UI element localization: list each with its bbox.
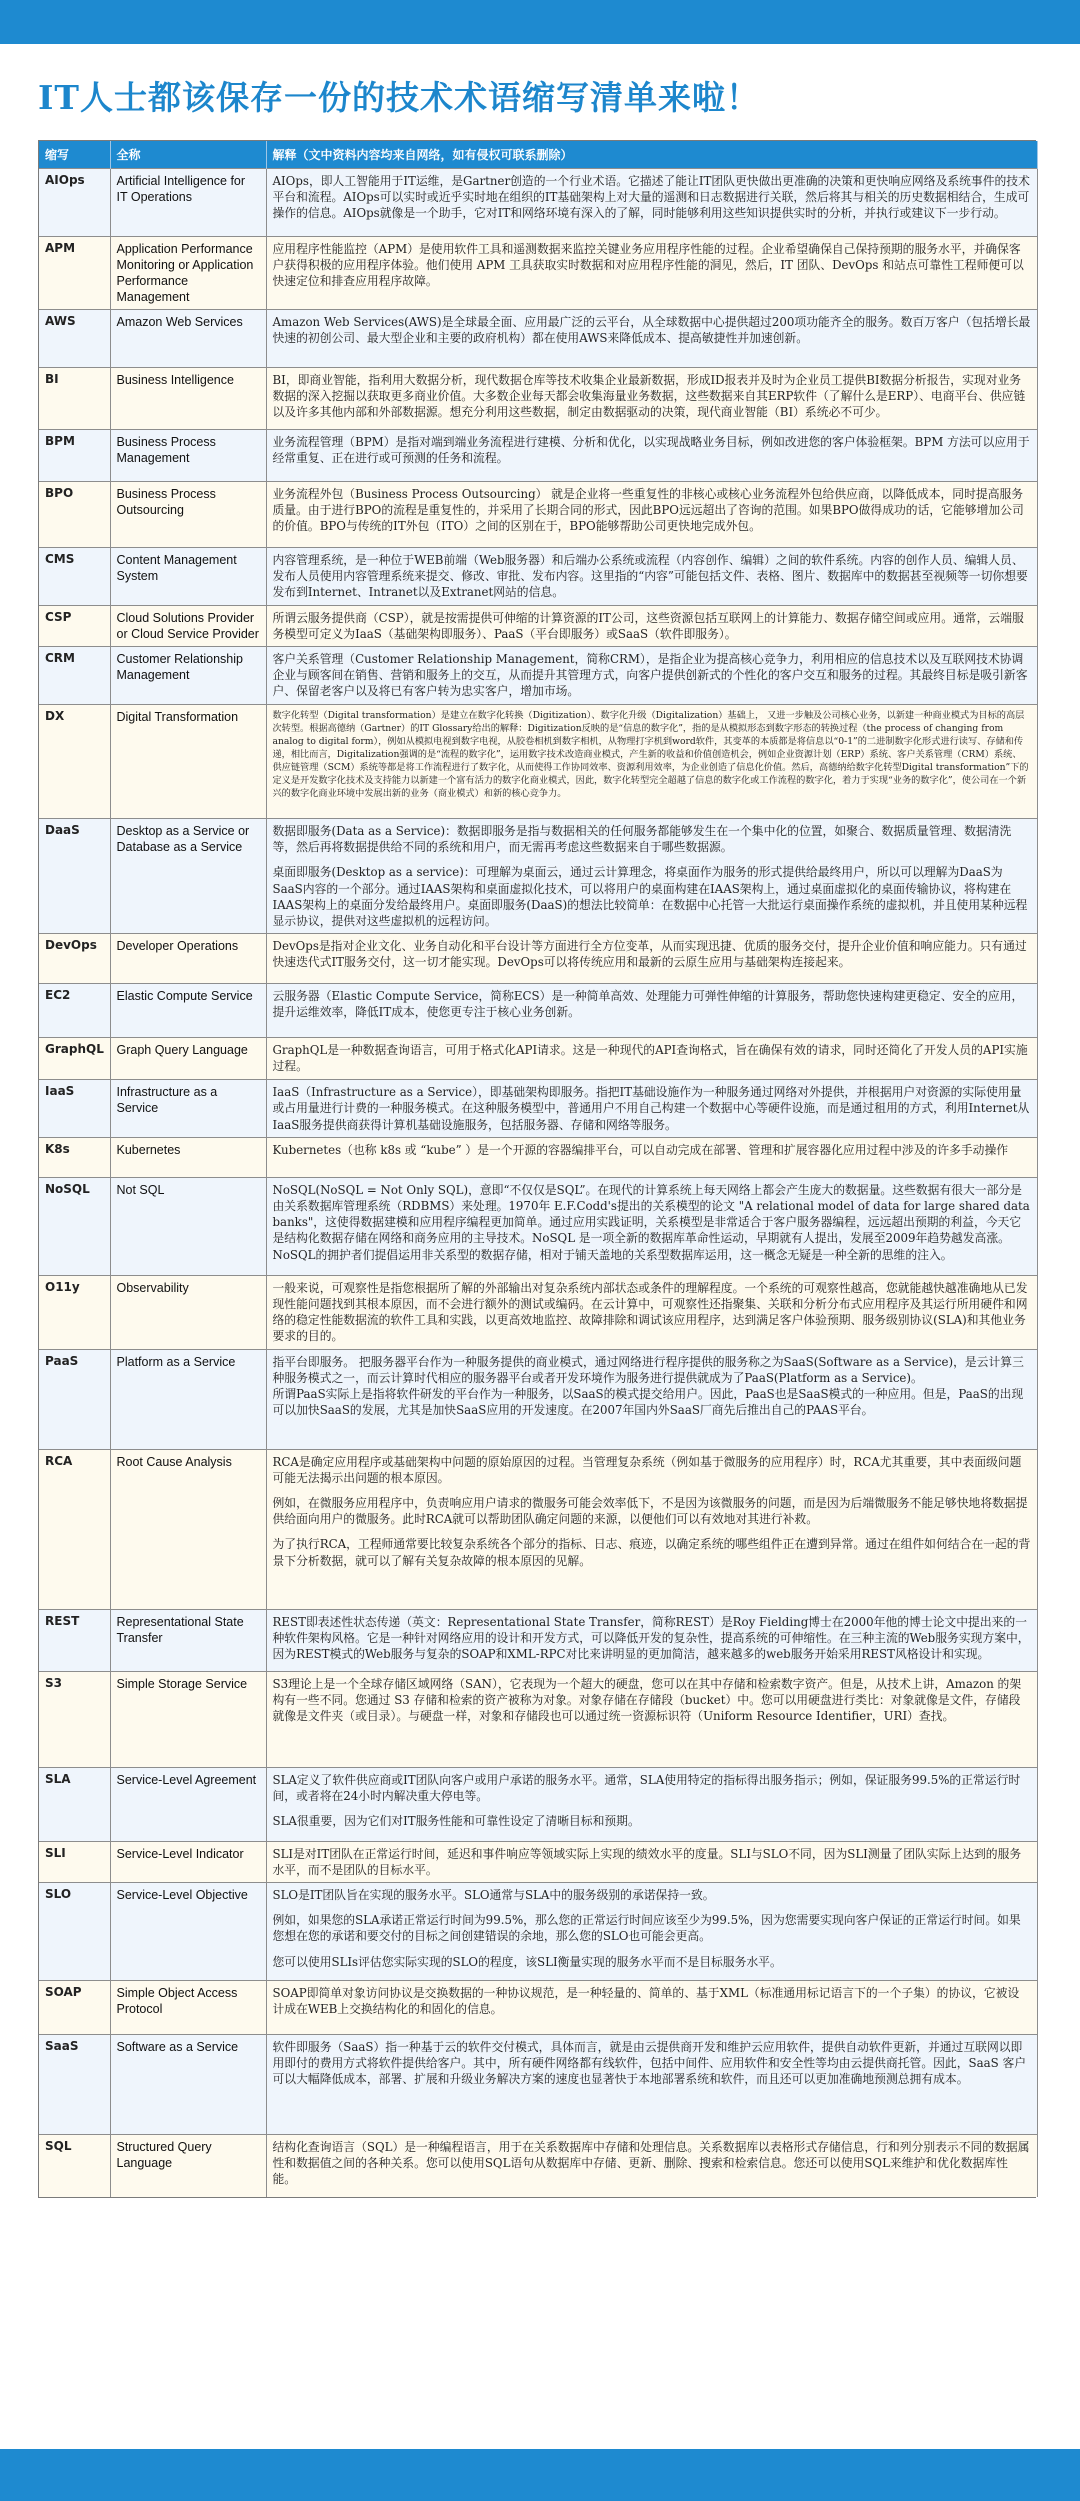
term-description xyxy=(266,169,1037,237)
term-full-name: Structured Query Language xyxy=(110,2135,266,2197)
term-abbreviation: BPM xyxy=(39,430,110,482)
description-paragraph: 数据即服务(Data as a Service)：数据即服务是指与数据相关的任何服务都能够发生在一个集中化的位置，如聚合、数据质量管理、数据清洗等，然后再将数据提供给不同的系统和用户，而无需再考虑这些数据来自于哪些数据源。 xyxy=(272,824,1012,855)
term-description xyxy=(266,647,1037,705)
description-paragraph: 为了执行RCA，工程师通常要比较复杂系统各个部分的指标、日志、痕迹，以确定系统的哪些组件正在遭到异常。通过在组件如何结合在一起的背景下分析数据，就可以了解有关复杂故障的根本原因的见解。 xyxy=(272,1537,1031,1568)
table-row xyxy=(39,1841,1037,1882)
term-abbreviation: BI xyxy=(39,368,110,430)
term-full-name: Developer Operations xyxy=(110,934,266,984)
description-paragraph: 一般来说，可观察性是指您根据所了解的外部输出对复杂系统内部状态或条件的理解程度。一个系统的可观察性越高，您就能越快越准确地从已发现性能问题找到其根本原因，而不会进行额外的测试或编码。在云计算中，可观察性还指聚集、关联和分析分布式应用程序及其运行所用硬件和网络的稳定性能数据流的软件工具和实践，以更高效地监控、故障排除和调试该应用程序，达到满足客户体验预期、服务级别协议(SLA)和其他业务要求的目的。 xyxy=(272,1280,1028,1344)
term-full-name: Graph Query Language xyxy=(110,1038,266,1080)
description-paragraph: 业务流程外包（Business Process Outsourcing） 就是企业将一些重复性的非核心或核心业务流程外包给供应商，以降低成本，同时提高服务质量。由于进行BPO的流程是重复性的，并采用了长期合同的形式，因此BPO远远超出了咨询的范围。如果BPO做得成功的话，它能够增加公司的价值。BPO与传统的IT外包（ITO）之间的区别在于，BPO能够帮助公司更快地完成外包。 xyxy=(272,487,1024,534)
term-description xyxy=(266,2135,1037,2197)
term-full-name: Not SQL xyxy=(110,1177,266,1275)
term-full-name: Service-Level Indicator xyxy=(110,1841,266,1882)
glossary-table xyxy=(39,141,1038,2197)
description-paragraph: 您可以使用SLIs评估您实际实现的SLO的程度，该SLI衡量实现的服务水平而不是目标服务水平。 xyxy=(272,1954,782,1969)
term-abbreviation: REST xyxy=(39,1609,110,1671)
table-row xyxy=(39,647,1037,705)
term-full-name: Application Performance Monitoring or Application Performance Management xyxy=(110,237,266,310)
term-description xyxy=(266,1137,1037,1177)
table-row xyxy=(39,984,1037,1038)
description-paragraph: 指平台即服务。 把服务器平台作为一种服务提供的商业模式，通过网络进行程序提供的服务称之为SaaS(Software as a Service)，是云计算三种服务模式之一，而云计算时代相应的服务器平台或者开发环境作为服务进行提供就成为了PaaS(Platform as a Service)。 所谓PaaS实际上是指将软件研发的平台作为一种服务，以SaaS的模式提交给用户。因此，PaaS也是SaaS模式的一种应用。但是，PaaS的出现可以加快SaaS的发展，尤其是加快SaaS应用的开发速度。在2007年国内外SaaS厂商先后推出自己的PAAS平台。 xyxy=(272,1354,1024,1418)
description-paragraph: Amazon Web Services(AWS)是全球最全面、应用最广泛的云平台，从全球数据中心提供超过200项功能齐全的服务。数百万客户（包括增长最快速的初创公司、最大型企业和主要的政府机构）都在使用AWS来降低成本、提高敏捷性并加速创新。 xyxy=(272,315,1031,346)
table-row xyxy=(39,1449,1037,1609)
table-row xyxy=(39,368,1037,430)
table-row xyxy=(39,310,1037,368)
term-full-name: Representational State Transfer xyxy=(110,1609,266,1671)
description-paragraph: 软件即服务（SaaS）指一种基于云的软件交付模式，具体而言，就是由云提供商开发和维护云应用软件，提供自动软件更新，并通过互联网以即用即付的费用方式将软件提供给客户。其中，所有硬件网络都有线软件，包括中间件、应用软件和安全性等均由云提供商托管。因此，SaaS 客户可以大幅降低成本，部署、扩展和升级业务解决方案的速度也显著快于本地部署系统和软件，而且还可以更加准确地预测总拥有成本。 xyxy=(272,2040,1027,2087)
table-row xyxy=(39,548,1037,606)
term-abbreviation: IaaS xyxy=(39,1080,110,1138)
term-full-name: Amazon Web Services xyxy=(110,310,266,368)
term-abbreviation: APM xyxy=(39,237,110,310)
table-row xyxy=(39,1137,1037,1177)
term-description xyxy=(266,1609,1037,1671)
header-description: 解释（文中资料内容均来自网络，如有侵权可联系删除） xyxy=(266,141,1037,169)
description-paragraph: 结构化查询语言（SQL）是一种编程语言，用于在关系数据库中存储和处理信息。关系数据库以表格形式存储信息，行和列分别表示不同的数据属性和数据值之间的各种关系。您可以使用SQL语句从数据库中存储、更新、删除、搜索和检索信息。您还可以使用SQL来维护和优化数据库性能。 xyxy=(272,2140,1030,2187)
term-description xyxy=(266,368,1037,430)
term-description xyxy=(266,237,1037,310)
description-paragraph: 所谓云服务提供商（CSP），就是按需提供可伸缩的计算资源的IT公司，这些资源包括互联网上的计算能力、数据存储空间或应用。通常，云端服务模型可定义为IaaS（基础架构即服务）、PaaS（平台即服务）或SaaS（软件即服务）。 xyxy=(272,610,1024,641)
term-abbreviation: SLO xyxy=(39,1883,110,1981)
term-description xyxy=(266,605,1037,646)
table-header-row xyxy=(39,141,1037,169)
term-full-name: Business Process Outsourcing xyxy=(110,482,266,548)
table-row xyxy=(39,1883,1037,1981)
description-paragraph: 业务流程管理（BPM）是指对端到端业务流程进行建模、分析和优化，以实现战略业务目标，例如改进您的客户体验框架。BPM 方法可以应用于经常重复、正在进行或可预测的任务和流程。 xyxy=(272,435,1030,466)
term-full-name: Desktop as a Service or Database as a Service xyxy=(110,819,266,934)
table-row xyxy=(39,2035,1037,2135)
header-abbr: 缩写 xyxy=(39,141,110,169)
table-row xyxy=(39,605,1037,646)
description-paragraph: 桌面即服务(Desktop as a service)：可理解为桌面云，通过云计算理念，将桌面作为服务的形式提供给最终用户，所以可以理解为DaaS为SaaS内容的一个部分。通过IAAS架构和桌面虚拟化技术，可以将用户的桌面构建在IAAS架构上，通过桌面虚拟化的桌面传输协议，将构建在IAAS架构上的桌面分发给最终用户。桌面即服务(DaaS)的想法比较简单：在数据中心托管一大批运行桌面操作系统的虚拟机，并且使用某种远程显示协议，提供对这些虚拟机的远程访问。 xyxy=(272,865,1028,929)
term-full-name: Kubernetes xyxy=(110,1137,266,1177)
term-full-name: Platform as a Service xyxy=(110,1349,266,1449)
description-paragraph: REST即表述性状态传递（英文：Representational State Transfer，简称REST）是Roy Fielding博士在2000年他的博士论文中提出来的一种软件架构风格。它是一种针对网络应用的设计和开发方式，可以降低开发的复杂性，提高系统的可伸缩性。在三种主流的Web服务实现方案中，因为REST模式的Web服务与复杂的SOAP和XML-RPC对比来讲明显的更加简洁，越来越多的web服务开始采用REST风格设计和实现。 xyxy=(272,1614,1030,1662)
table-row xyxy=(39,430,1037,482)
table-row xyxy=(39,934,1037,984)
term-abbreviation: RCA xyxy=(39,1449,110,1609)
description-paragraph: SLA定义了软件供应商或IT团队向客户或用户承诺的服务水平。通常，SLA使用特定的指标得出服务指示；例如，保证服务99.5%的正常运行时间，或者将在24小时内解决重大停电等。 xyxy=(272,1772,1021,1803)
table-row xyxy=(39,1349,1037,1449)
term-full-name: Customer Relationship Management xyxy=(110,647,266,705)
term-abbreviation: S3 xyxy=(39,1671,110,1767)
table-row xyxy=(39,1177,1037,1275)
description-paragraph: 例如，在微服务应用程序中，负责响应用户请求的微服务可能会效率低下，不是因为该微服务的问题，而是因为后端微服务不能足够快地将数据提供给面向用户的微服务。此时RCA就可以帮助团队确定问题的来源，以便他们可以有效地对其进行补救。 xyxy=(272,1496,1028,1527)
term-abbreviation: GraphQL xyxy=(39,1038,110,1080)
bottom-banner xyxy=(0,2449,1080,2501)
term-description xyxy=(266,1177,1037,1275)
term-description xyxy=(266,1883,1037,1981)
description-paragraph: SOAP即简单对象访问协议是交换数据的一种协议规范，是一种轻量的、简单的、基于XML（标准通用标记语言下的一个子集）的协议，它被设计成在WEB上交换结构化的和固化的信息。 xyxy=(272,1986,1020,2017)
term-full-name: Cloud Solutions Provider or Cloud Service Provider xyxy=(110,605,266,646)
term-full-name: Simple Object Access Protocol xyxy=(110,1981,266,2035)
term-full-name: Elastic Compute Service xyxy=(110,984,266,1038)
table-row xyxy=(39,1609,1037,1671)
description-paragraph: AIOps，即人工智能用于IT运维，是Gartner创造的一个行业术语。它描述了能让IT团队更快做出更准确的决策和更快响应网络及系统事件的技术平台和流程。AIOps可以实时或近乎实时地在组织的IT基础架构上对大量的遥测和日志数据进行关联，然后将其与相关的历史数据相结合，生成可操作的信息。AIOps就像是一个助手，它对IT和网络环境有深入的了解，同时能够利用这些知识提供实时的分析，并执行或建议下一步行动。 xyxy=(272,174,1030,221)
term-description xyxy=(266,1275,1037,1349)
term-description xyxy=(266,548,1037,606)
description-paragraph: NoSQL(NoSQL = Not Only SQL)，意即“不仅仅是SQL”。在现代的计算系统上每天网络上都会产生庞大的数据量。这些数据有很大一部分是由关系数据库管理系统（RDBMS）来处理。1970年 E.F.Codd's提出的关系模型的论文 "A relational model of data for large shared data banks"，这使得数据建模和应用程序编程更加简单。通过应用实践证明，关系模型是非常适合于客户服务器编程，远远超出预期的利益，今天它是结构化数据存储在网络和商务应用的主导技术。NoSQL 是一项全新的数据库革命性运动，早期就有人提出，发展至2009年趋势越发高涨。NoSQL的拥护者们提倡运用非关系型的数据存储，相对于铺天盖地的关系型数据库运用，这一概念无疑是一种全新的思维的注入。 xyxy=(272,1182,1030,1262)
term-abbreviation: EC2 xyxy=(39,984,110,1038)
description-paragraph: GraphQL是一种数据查询语言，可用于格式化API请求。这是一种现代的API查询格式，旨在确保有效的请求，同时还简化了开发人员的API实施过程。 xyxy=(272,1043,1028,1074)
term-abbreviation: DevOps xyxy=(39,934,110,984)
description-paragraph: 客户关系管理（Customer Relationship Management，简称CRM），是指企业为提高核心竞争力，利用相应的信息技术以及互联网技术协调企业与顾客间在销售、营销和服务上的交互，从而提升其管理方式，向客户提供创新式的个性化的客户交互和服务的过程。其最终目标是吸引新客户、保留老客户以及将已有客户转为忠实客户，增加市场。 xyxy=(272,652,1028,699)
term-description xyxy=(266,1080,1037,1138)
description-paragraph: SLO是IT团队旨在实现的服务水平。SLO通常与SLA中的服务级别的承诺保持一致。 xyxy=(272,1888,715,1903)
term-abbreviation: CSP xyxy=(39,605,110,646)
table-row xyxy=(39,1767,1037,1841)
term-description xyxy=(266,310,1037,368)
term-description xyxy=(266,1038,1037,1080)
term-description xyxy=(266,2035,1037,2135)
page-title: IT人士都该保存一份的技术术语缩写清单来啦！ xyxy=(38,78,760,117)
table-row xyxy=(39,482,1037,548)
term-full-name: Content Management System xyxy=(110,548,266,606)
description-paragraph: 应用程序性能监控（APM）是使用软件工具和遥测数据来监控关键业务应用程序性能的过程。企业希望确保自己保持预期的服务水平，并确保客户获得积极的应用程序体验。他们使用 APM 工具获取实时数据和对应用程序性能的洞见，然后，IT 团队、DevOps 和站点可靠性工程师便可以快速定位和排查应用程序故障。 xyxy=(272,242,1024,289)
term-full-name: Business Process Management xyxy=(110,430,266,482)
term-full-name: Artificial Intelligence for IT Operations xyxy=(110,169,266,237)
description-paragraph: SLI是对IT团队在正常运行时间，延迟和事件响应等领域实际上实现的绩效水平的度量。SLI与SLO不同，因为SLI测量了团队实际上达到的服务水平，而不是团队的目标水平。 xyxy=(272,1846,1022,1877)
term-description xyxy=(266,705,1037,819)
table-row xyxy=(39,705,1037,819)
term-full-name: Service-Level Agreement xyxy=(110,1767,266,1841)
term-description xyxy=(266,1449,1037,1609)
term-full-name: Business Intelligence xyxy=(110,368,266,430)
term-full-name: Observability xyxy=(110,1275,266,1349)
term-abbreviation: NoSQL xyxy=(39,1177,110,1275)
term-abbreviation: SQL xyxy=(39,2135,110,2197)
term-abbreviation: DaaS xyxy=(39,819,110,934)
table-row xyxy=(39,169,1037,237)
table-row xyxy=(39,1671,1037,1767)
description-paragraph: DevOps是指对企业文化、业务自动化和平台设计等方面进行全方位变革，从而实现迅捷、优质的服务交付，提升企业价值和响应能力。只有通过快速迭代式IT服务交付，这一切才能实现。DevOps可以将传统应用和最新的云原生应用与基础架构连接起来。 xyxy=(272,939,1027,970)
term-abbreviation: CMS xyxy=(39,548,110,606)
term-abbreviation: O11y xyxy=(39,1275,110,1349)
term-description xyxy=(266,934,1037,984)
term-full-name: Root Cause Analysis xyxy=(110,1449,266,1609)
term-abbreviation: SLA xyxy=(39,1767,110,1841)
term-full-name: Simple Storage Service xyxy=(110,1671,266,1767)
term-description xyxy=(266,430,1037,482)
table-row xyxy=(39,2135,1037,2197)
term-description xyxy=(266,1981,1037,2035)
top-banner xyxy=(0,0,1080,44)
description-paragraph: 数字化转型（Digital transformation）是建立在数字化转换（Digitization）、数字化升级（Digitalization）基础上， 又进一步触及公司核心业务，以新建一种商业模式为目标的高层次转型。根据高德纳（Gartner）的IT Glossary给出的解释：Digitization反映的是“信息的数字化”，指的是从模拟形态到数字形态的转换过程（the process of changing from analog to digital form），例如从模拟电视到数字电视，从胶卷相机到数字相机，从物理打字机到word软件，其变革的本质都是将信息以“0-1”的二进制数字化形式进行读写、存储和传递，相比而言，Digitalization强调的是“流程的数字化”，运用数字技术改造商业模式，产生新的收益和价值创造机会，例如企业资源计划（ERP）系统、客户关系管理（CRM）系统、供应链管理（SCM）系统等都是将工作流程进行了数字化，从而使得工作协同效率、资源利用效率，为企业创造了信息化价值。然后，高德纳给数字化转型Digital transformation”下的定义是开发数字化技术及支持能力以新建一个富有活力的数字化商业模式，因此，数字化转型完全超越了信息的数字化或工作流程的数字化，着力于实现“业务的数字化”，使公司在一个新兴的数字化商业环境中发展出新的业务（商业模式）和新的核心竞争力。 xyxy=(272,710,1029,800)
term-full-name: Software as a Service xyxy=(110,2035,266,2135)
term-abbreviation: AIOps xyxy=(39,169,110,237)
table-row xyxy=(39,1275,1037,1349)
term-description xyxy=(266,1767,1037,1841)
description-paragraph: 云服务器（Elastic Compute Service，简称ECS）是一种简单高效、处理能力可弹性伸缩的计算服务，帮助您快速构建更稳定、安全的应用，提升运维效率，降低IT成本，使您更专注于核心业务创新。 xyxy=(272,989,1024,1020)
term-abbreviation: AWS xyxy=(39,310,110,368)
description-paragraph: S3理论上是一个全球存储区域网络（SAN），它表现为一个超大的硬盘，您可以在其中存储和检索数字资产。但是，从技术上讲，Amazon 的架构有一些不同。您通过 S3 存储和检索的资产被称为对象。对象存储在存储段（bucket）中。您可以用硬盘进行类比：对象就像是文件，存储段就像是文件夹（或目录）。与硬盘一样，对象和存储段也可以通过统一资源标识符（Uniform Resource Identifier，URI）查找。 xyxy=(272,1676,1022,1724)
term-abbreviation: SLI xyxy=(39,1841,110,1882)
term-description xyxy=(266,819,1037,934)
term-description xyxy=(266,1841,1037,1882)
term-abbreviation: BPO xyxy=(39,482,110,548)
term-description xyxy=(266,1671,1037,1767)
term-abbreviation: CRM xyxy=(39,647,110,705)
table-row xyxy=(39,1981,1037,2035)
description-paragraph: Kubernetes（也称 k8s 或 “kube” ）是一个开源的容器编排平台，可以自动完成在部署、管理和扩展容器化应用过程中涉及的许多手动操作 xyxy=(272,1142,1009,1157)
header-full-name: 全称 xyxy=(110,141,266,169)
term-abbreviation: K8s xyxy=(39,1137,110,1177)
glossary-table-container xyxy=(38,140,1036,2198)
table-row xyxy=(39,819,1037,934)
description-paragraph: IaaS（Infrastructure as a Service），即基础架构即服务。指把IT基础设施作为一种服务通过网络对外提供，并根据用户对资源的实际使用量或占用量进行计费的一种服务模式。在这种服务模型中，普通用户不用自己构建一个数据中心等硬件设施，而是通过租用的方式，利用Internet从IaaS服务提供商获得计算机基础设施服务，包括服务器、存储和网络等服务。 xyxy=(272,1085,1030,1132)
term-abbreviation: SaaS xyxy=(39,2035,110,2135)
term-abbreviation: PaaS xyxy=(39,1349,110,1449)
term-abbreviation: SOAP xyxy=(39,1981,110,2035)
description-paragraph: 例如，如果您的SLA承诺正常运行时间为99.5%，那么您的正常运行时间应该至少为99.5%，因为您需要实现向客户保证的正常运行时间。如果您想在您的承诺和要交付的目标之间创建错误的余地，那么您的SLO也可能会更高。 xyxy=(272,1913,1021,1944)
term-description xyxy=(266,482,1037,548)
description-paragraph: SLA很重要，因为它们对IT服务性能和可靠性设定了清晰目标和预期。 xyxy=(272,1814,640,1829)
table-row xyxy=(39,237,1037,310)
term-full-name: Infrastructure as a Service xyxy=(110,1080,266,1138)
table-row xyxy=(39,1038,1037,1080)
term-full-name: Service-Level Objective xyxy=(110,1883,266,1981)
term-full-name: Digital Transformation xyxy=(110,705,266,819)
term-description xyxy=(266,984,1037,1038)
term-description xyxy=(266,1349,1037,1449)
description-paragraph: BI，即商业智能，指利用大数据分析，现代数据仓库等技术收集企业最新数据，形成ID报表并及时为企业员工提供BI数据分析报告，实现对业务数据的深入挖掘以获取更多商业价值。大多数企业每天都会收集海量业务数据，这些数据来自其ERP软件（了解什么是ERP）、电商平台、供应链以及许多其他内部和外部数据源。想充分利用这些数据，制定由数据驱动的决策，现代商业智能（BI）系统必不可少。 xyxy=(272,373,1026,420)
description-paragraph: RCA是确定应用程序或基础架构中问题的原始原因的过程。当管理复杂系统（例如基于微服务的应用程序）时，RCA尤其重要，其中表面级问题可能无法揭示出问题的根本原因。 xyxy=(272,1454,1022,1485)
term-abbreviation: DX xyxy=(39,705,110,819)
table-row xyxy=(39,1080,1037,1138)
description-paragraph: 内容管理系统，是一种位于WEB前端（Web服务器）和后端办公系统或流程（内容创作、编辑）之间的软件系统。内容的创作人员、编辑人员、发布人员使用内容管理系统来提交、修改、审批、发布内容。这里指的“内容”可能包括文件、表格、图片、数据库中的数据甚至视频等一切你想要发布到Internet、Intranet以及Extranet网站的信息。 xyxy=(272,553,1028,600)
